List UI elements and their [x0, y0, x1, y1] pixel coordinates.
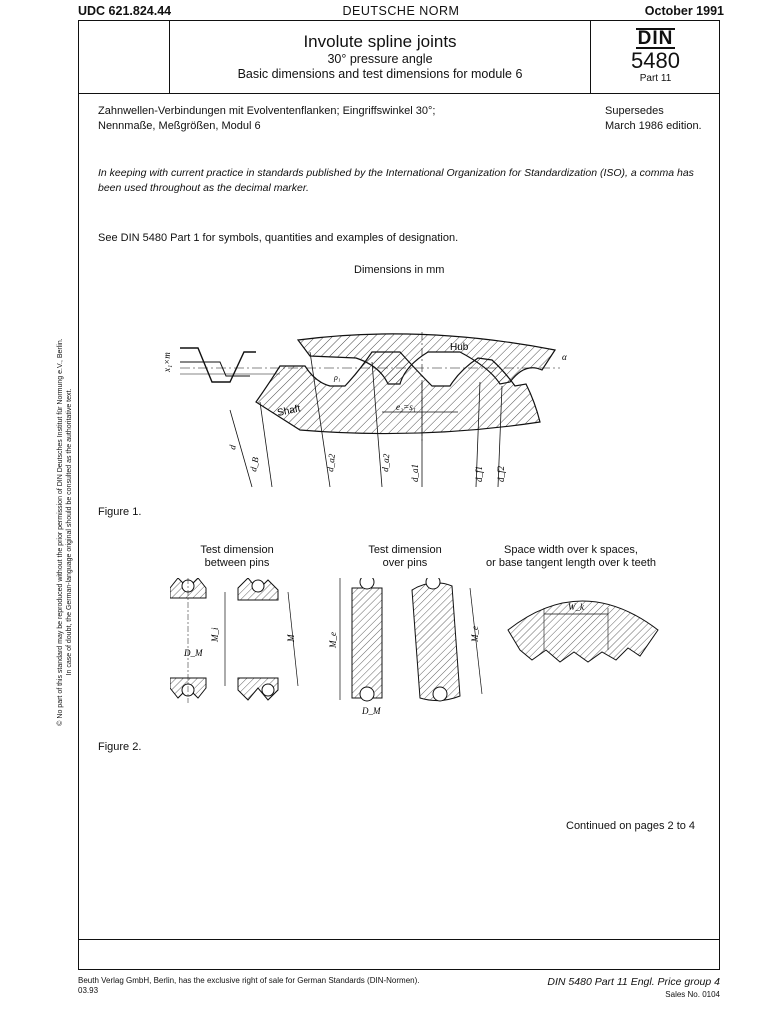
fig1-label-x1m: x₁×m	[162, 352, 172, 372]
caption-line: or base tangent length over k teeth	[485, 557, 656, 569]
fig1-label-dB: d_B	[248, 456, 261, 473]
svg-text:M_i: M_i	[210, 627, 220, 642]
din-number: 5480	[631, 48, 680, 73]
supersedes-line-2: March 1986 edition.	[605, 120, 702, 132]
fig1-label-d2: d_a2	[380, 453, 392, 473]
caption-line: between pins	[204, 557, 270, 569]
footer-publisher	[78, 976, 419, 996]
publication-date: October 1991	[644, 4, 724, 18]
see-din-reference: See DIN 5480 Part 1 for symbols, quantities and examples of designation.	[98, 232, 459, 244]
fig2-caption-space-width	[466, 544, 676, 570]
din-part: Part 11	[639, 73, 672, 84]
footer-designation: DIN 5480 Part 11 Engl. Price group 4	[547, 976, 720, 988]
svg-text:D_M: D_M	[362, 706, 381, 716]
footer-left-line-2: 03.93	[78, 986, 99, 995]
side-copyright-line-1: © No part of this standard may be reproduced without the prior permission of DIN Deutsches Institut für Normung e.V., Berlin.	[57, 338, 64, 726]
fig1-label-rho: ρ₁	[334, 373, 341, 382]
caption-line: Test dimension	[200, 544, 274, 556]
iso-decimal-note: In keeping with current practice in standards published by the International Organization for Standardization (ISO), a comma has been used throughout as the decimal marker.	[98, 167, 694, 194]
figure-2-label: Figure 2.	[98, 741, 142, 753]
supersedes-note	[605, 104, 702, 134]
fig1-label-alpha: α	[562, 352, 567, 362]
title-block	[78, 20, 720, 94]
footer-sales-number: Sales No. 0104	[665, 990, 720, 999]
fig2-caption-over-pins	[356, 544, 454, 570]
continued-note: Continued on pages 2 to 4	[566, 820, 696, 832]
top-bar	[78, 4, 724, 20]
german-title-line-2: Nennmaße, Meßgrößen, Modul 6	[98, 120, 261, 132]
figure-1-label: Figure 1.	[98, 506, 142, 518]
svg-text:M: M	[286, 634, 296, 642]
german-title-line-1: Zahnwellen-Verbindungen mit Evolventenflanken; Eingriffswinkel 30°;	[98, 105, 436, 117]
fig1-label-df1: d_f1	[474, 465, 484, 482]
side-copyright	[56, 282, 86, 782]
document-subtitle-2: Basic dimensions and test dimensions for module 6	[237, 67, 523, 81]
caption-line: Test dimension	[368, 544, 442, 556]
fig1-label-da2: d_a2	[325, 453, 337, 473]
footer-left-line-1: Beuth Verlag GmbH, Berlin, has the exclusive right of sale for German Standards (DIN-Normen).	[78, 976, 420, 985]
svg-text:M_e: M_e	[470, 626, 480, 642]
title-block-left-cell	[78, 20, 170, 93]
document-title: Involute spline joints	[303, 32, 457, 51]
fig1-label-d: d	[227, 444, 238, 451]
fig2-caption-between-pins	[188, 544, 286, 570]
din-block	[590, 20, 720, 93]
din-logo: DIN	[637, 28, 674, 49]
deutsche-norm-label: DEUTSCHE NORM	[342, 4, 460, 18]
svg-text:W_k: W_k	[568, 602, 584, 612]
side-copyright-line-2: In case of doubt, the German-language original should be consulted as the authoritative text.	[66, 388, 73, 676]
supersedes-line-1: Supersedes	[605, 105, 664, 117]
svg-text:M_e: M_e	[328, 632, 338, 648]
dimensions-unit: Dimensions in mm	[354, 264, 445, 276]
fig1-label-e2s1: e₂=s₁	[396, 402, 416, 412]
german-title	[98, 104, 435, 134]
fig1-label-df2: d_f2	[496, 465, 506, 482]
figure-1-spline-profile	[160, 322, 580, 492]
document-subtitle-1: 30° pressure angle	[327, 52, 433, 66]
fig1-label-da1: d_a1	[410, 464, 420, 482]
title-block-center	[170, 20, 590, 93]
bottom-rule	[78, 939, 720, 940]
caption-line: Space width over k spaces,	[504, 544, 638, 556]
figure-2-test-dimensions	[170, 578, 680, 728]
caption-line: over pins	[382, 557, 428, 569]
fig1-hub-label: Hub	[450, 342, 469, 353]
fig1-shaft-label: Shaft	[276, 403, 302, 419]
udc-number: UDC 621.824.44	[78, 4, 172, 18]
svg-text:D_M: D_M	[184, 648, 203, 658]
